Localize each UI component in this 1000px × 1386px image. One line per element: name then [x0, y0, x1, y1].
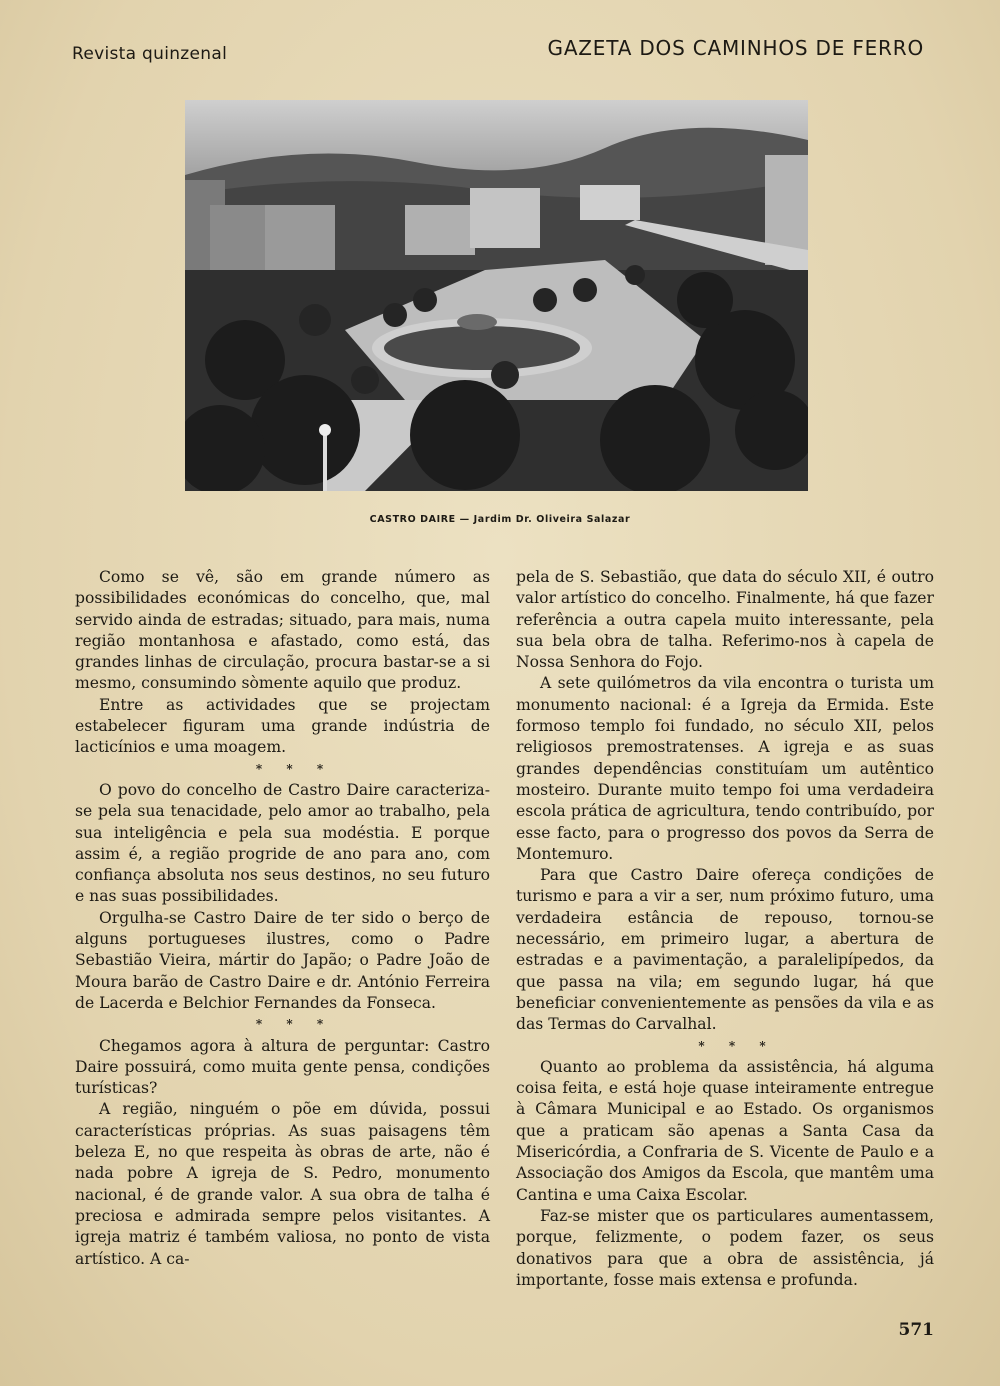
paragraph: Quanto ao problema da assistência, há alguma coisa feita, e está hoje quase inteiramente entregue à Câmara Municipal e ao Estado. Os organismos que a praticam são apenas a Santa Casa da Misericórdia, a Confraria de S. Vicente de Paulo e a Associação dos Amigos da Escola, que mantêm uma Cantina e uma Caixa Escolar.	[516, 1057, 934, 1204]
section-separator: * * *	[698, 1038, 776, 1053]
paragraph: A sete quilómetros da vila encontra o turista um monumento nacional: é a Igreja da Ermida. Este formoso templo foi fundado, no século XII, pelos religiosos premostratenses. A igreja e as suas grandes dependências constituíam um autêntico mosteiro. Durante muito tempo foi uma verdadeira escola prática de agricultura, tendo contribuído, por esse facto, para o progresso dos povos da Serra de Montemuro.	[516, 674, 934, 863]
paragraph: O povo do concelho de Castro Daire caracteriza-se pela sua tenacidade, pelo amor ao trabalho, pela sua inteligência e pela sua modéstia. E porque assim é, a região progride de ano para ano, com confiança absoluta nos seus destinos, no seu futuro e nas suas possibilidades.	[75, 780, 490, 906]
section-separator: * * *	[255, 1017, 334, 1032]
paragraph: Orgulha-se Castro Daire de ter sido o berço de alguns portugueses ilustres, como o Padre Sebastião Vieira, mártir do Japão; o Padre João de Moura barão de Castro Daire e dr. António Ferreira de Lacerda e Belchior Fernandes da Fonseca.	[75, 908, 490, 1012]
paragraph: Para que Castro Daire ofereça condições de turismo e para a vir a ser, num próximo futuro, uma verdadeira estância de repouso, tornou-se necessário, em primeiro lugar, a abertura de estradas e a pavimentação, a paralelipípedos, da que passa na vila; em segundo lugar, há que beneficiar convenientemente as pensões da vila e as das Termas do Carvalhal.	[516, 866, 934, 1034]
paragraph: Faz-se mister que os particulares aumentassem, porque, felizmente, o podem fazer, os seus donativos para que a obra de assistência, já importante, fosse mais extensa e profunda.	[516, 1206, 934, 1289]
paragraph: Chegamos agora à altura de perguntar: Castro Daire possuirá, como muita gente pensa, condições turísticas?	[75, 1036, 490, 1098]
garden-photograph	[185, 100, 808, 491]
paragraph: pela de S. Sebastião, que data do século XII, é outro valor artístico do concelho. Finalmente, há que fazer referência a outra capela muito interessante, pela sua bela obra de talha. Referimo-nos à capela de Nossa Senhora do Fojo.	[516, 568, 934, 672]
figure-caption: CASTRO DAIRE — Jardim Dr. Oliveira Salazar	[369, 514, 631, 525]
paragraph: A região, ninguém o põe em dúvida, possui características próprias. As suas paisagens têm beleza E, no que respeita às obras de arte, não é nada pobre A igreja de S. Pedro, monumento nacional, é de grande valor. A sua obra de talha é preciosa e admirada sempre pelos visitantes. A igreja matriz é também valiosa, no ponto de vista artístico. A ca-	[75, 1100, 490, 1268]
section-separator: * * *	[255, 761, 334, 776]
running-header-title: GAZETA DOS CAMINHOS DE FERRO	[547, 36, 924, 60]
running-header-left: Revista quinzenal	[72, 44, 228, 64]
article-right-column	[516, 567, 934, 1291]
paragraph: Como se vê, são em grande número as possibilidades económicas do concelho, que, mal servido ainda de estradas; situado, para mais, numa região montanhosa e afastado, como está, das grandes linhas de circulação, procura bastar-se a si mesmo, consumindo sòmente aquilo que produz.	[75, 568, 490, 693]
article-left-column	[75, 567, 490, 1270]
paragraph: Entre as actividades que se projectam estabelecer figuram uma grande indústria de lacticínios e uma moagem.	[75, 695, 490, 757]
garden-photo-illustration	[185, 100, 808, 491]
page-number: 571	[898, 1320, 934, 1340]
